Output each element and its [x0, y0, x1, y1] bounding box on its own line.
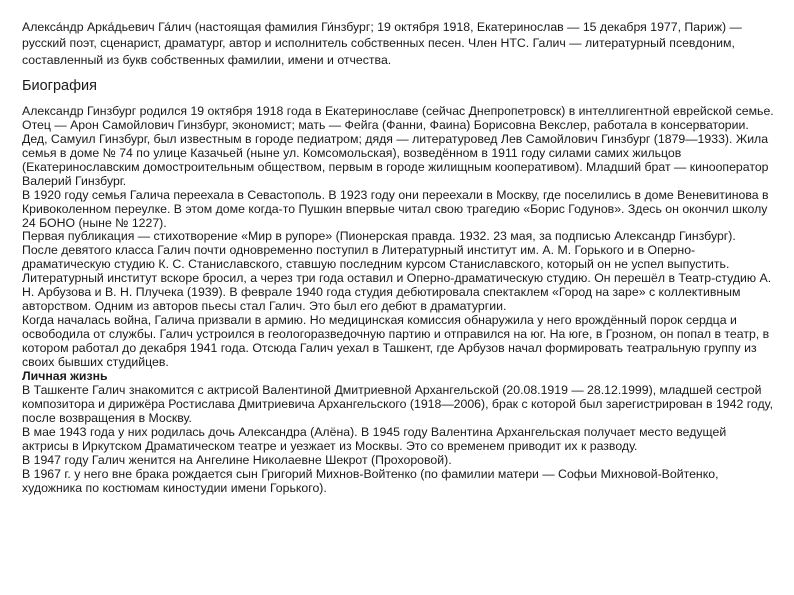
personal-paragraph: В Ташкенте Галич знакомится с актрисой Валентиной Дмитриевной Архангельской (20.08.1919 — 28.12.1999), младшей сестрой композитора и дирижёра Ростислава Дмитриевича Архангельского (1918—2006), брак с которой был зарегистрирован в 1942 году, после возвращения в Москву.: [22, 382, 774, 425]
personal-paragraph: В 1967 г. у него вне брака рождается сын Григорий Михнов-Войтенко (по фамилии матери — Софьи Михновой-Войтенко, художника по костюмам киностудии имени Горького).: [22, 466, 719, 495]
biography-paragraph: Александр Гинзбург родился 19 октября 1918 года в Екатеринославе (сейчас Днепропетровск) в интеллигентной еврейской семье. Отец — Арон Самойлович Гинзбург, экономист; мать — Фейга (Фанни, Фаина) Борисовна Векслер, работала в консерватории. Дед, Самуил Гинзбург, был известным в городе педиатром; дядя — литературовед Лев Самойлович Гинзбург (1879—1933). Жила семья в доме № 74 по улице Казачьей (ныне ул. Комсомольская), возведённом в 1911 году силами самих жильцов (Екатеринославским домостроительным обществом, первым в городе жилищным кооперативом). Младший брат — кинооператор Валерий Гинзбург.: [22, 103, 774, 188]
section-title: Биография: [22, 77, 97, 94]
biography-paragraph: В 1920 году семья Галича переехала в Севастополь. В 1923 году они переехали в Москву, где поселились в доме Веневитинова в Кривоколенном переулке. В этом доме когда-то Пушкин впервые читал свою трагедию «Борис Годунов». Здесь он окончил школу 24 БОНО (ныне № 1227).: [22, 187, 769, 230]
biography-paragraph: Первая публикация — стихотворение «Мир в рупоре» (Пионерская правда. 1932. 23 мая, за подписью Александр Гинзбург).: [22, 229, 736, 244]
biography-paragraph: После девятого класса Галич почти одновременно поступил в Литературный институт им. А. М. Горького и в Оперно-драматическую студию К. С. Станиславского, ставшую последним курсом Станиславского, который он не успел выпустить. Литературный институт вскоре бросил, а через три года оставил и Оперно-драматическую студию. Он перешёл в Театр-студию А. Н. Арбузова и В. Н. Плучека (1939). В феврале 1940 года студия дебютировала спектаклем «Город на заре» с коллективным авторством. Одним из авторов пьесы стал Галич. Это был его дебют в драматургии.: [22, 243, 772, 314]
subsection-title: Личная жизнь: [22, 369, 108, 383]
biography-paragraph: Когда началась война, Галича призвали в армию. Но медицинская комиссия обнаружила у него врождённый порок сердца и освободила от службы. Галич устроился в геологоразведочную партию и отправился на юг. На юге, в Грозном, он попал в театр, в котором работал до декабря 1941 года. Отсюда Галич уехал в Ташкент, где Арбузов начал формировать театральную группу из своих бывших студийцев.: [22, 313, 770, 370]
personal-paragraph: В 1947 году Галич женится на Ангелине Николаевне Шекрот (Прохоровой).: [22, 452, 452, 467]
document-page: [22, 19, 774, 496]
personal-paragraph: В мае 1943 года у них родилась дочь Александра (Алёна). В 1945 году Валентина Архангельская получает место ведущей актрисы в Иркутском Драматическом театре и уезжает из Москвы. Это со временем приводит их к разводу.: [22, 424, 727, 453]
intro-paragraph: Алекса́ндр Арка́дьевич Га́лич (настоящая фамилия Ги́нзбург; 19 октября 1918, Екатеринослав — 15 декабря 1977, Париж) — русский поэт, сценарист, драматург, автор и исполнитель собственных песен. Член НТС. Галич — литературный псевдоним, составленный из букв собственных фамилии, имени и отчества.: [22, 20, 742, 67]
biography-body: [22, 105, 774, 496]
